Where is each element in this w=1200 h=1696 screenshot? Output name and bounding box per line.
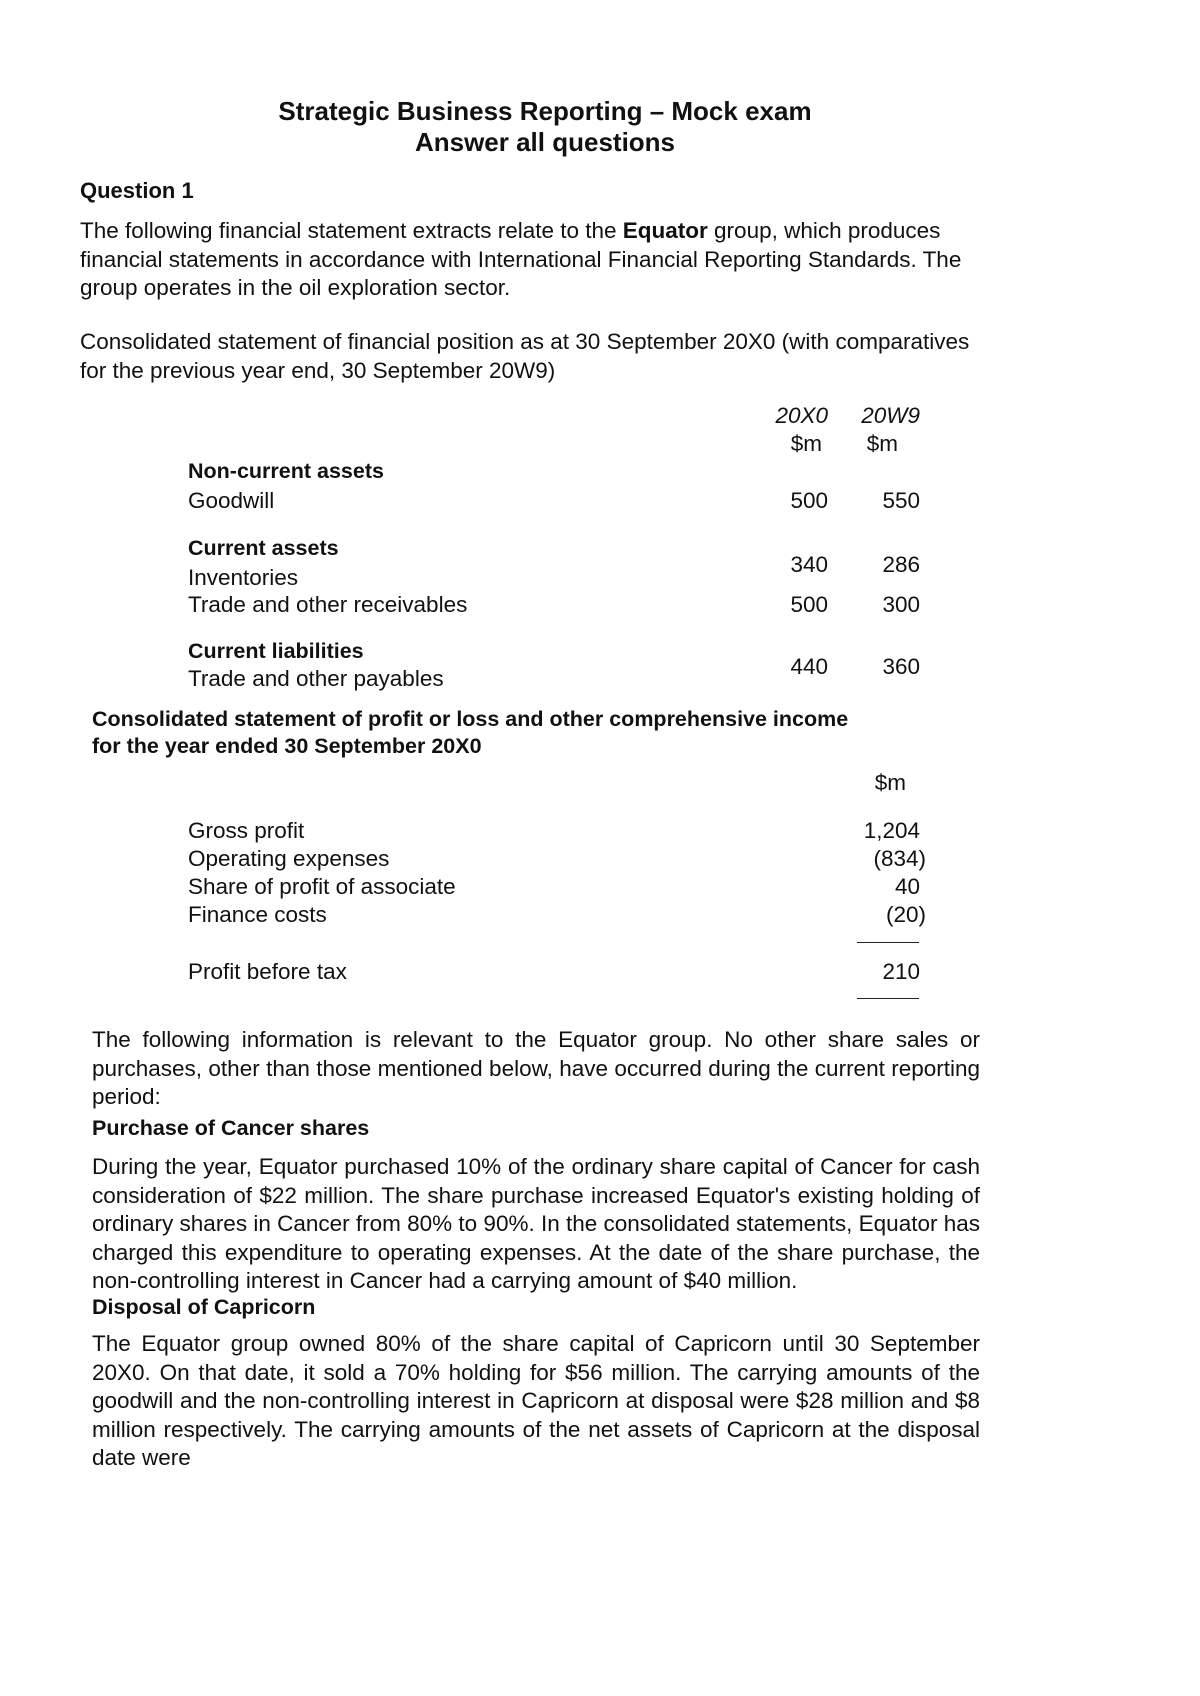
- sopl-row-value: 1,204: [863, 818, 920, 843]
- sopl-heading-line1: Consolidated statement of profit or loss and other comprehensive income: [92, 707, 849, 731]
- sopl-row-value: 40: [894, 874, 920, 899]
- sofp-col2-year: 20W9: [861, 403, 920, 428]
- capricorn-heading: Disposal of Capricorn: [92, 1295, 316, 1319]
- page-title: Strategic Business Reporting – Mock exam: [278, 96, 812, 126]
- sofp-col2-unit: $m: [866, 431, 898, 456]
- sopl-row-label: Gross profit: [188, 818, 305, 843]
- sofp-payables-20w9: 360: [882, 654, 920, 679]
- sofp-goodwill-20w9: 550: [882, 488, 920, 513]
- sofp-goodwill-20x0: 500: [790, 488, 828, 513]
- sopl-row-label: Finance costs: [188, 902, 327, 927]
- sopl-row-value: (834): [873, 846, 926, 871]
- sofp-caption: Consolidated statement of financial position as at 30 September 20X0 (with comparatives for the previous year end, 30 September 20W9): [80, 329, 970, 383]
- capricorn-paragraph: The Equator group owned 80% of the share capital of Capricorn until 30 September 20X0. On that date, it sold a 70% holding for $56 million. The carrying amounts of the goodwill and the non-controlling interest in Capricorn at disposal were $28 million and $8 million respectively. The carrying amounts of the net assets of Capricorn at the disposal date were: [92, 1331, 980, 1470]
- sopl-row-value: (20): [885, 902, 926, 927]
- sopl-row-label: Operating expenses: [188, 846, 390, 871]
- sofp-nca-heading: Non-current assets: [188, 459, 384, 483]
- cancer-heading: Purchase of Cancer shares: [92, 1116, 370, 1140]
- sofp-inventories-label: Inventories: [188, 565, 299, 590]
- question-heading: Question 1: [80, 178, 194, 203]
- sofp-inventories-20w9: 286: [882, 552, 920, 577]
- cancer-paragraph: During the year, Equator purchased 10% of the ordinary share capital of Cancer for cash consideration of $22 million. The share purchase increased Equator's existing holding of ordinary shares in Cancer from 80% to 90%. In the consolidated statements, Equator has charged this expenditure to operating expenses. At the date of the share purchase, the non-controlling interest in Cancer had a carrying amount of $40 million.: [92, 1154, 980, 1293]
- intro-company-name: Equator: [622, 218, 708, 243]
- sopl-row-label: Share of profit of associate: [188, 874, 456, 899]
- sofp-col1-unit: $m: [790, 431, 822, 456]
- sopl-unit: $m: [874, 770, 906, 795]
- sofp-payables-20x0: 440: [790, 654, 828, 679]
- sofp-cl-heading: Current liabilities: [188, 639, 364, 663]
- sopl-heading-line2: for the year ended 30 September 20X0: [92, 734, 482, 758]
- sofp-inventories-20x0: 340: [790, 552, 828, 577]
- sofp-receivables-20x0: 500: [790, 592, 828, 617]
- page-subtitle: Answer all questions: [414, 127, 676, 157]
- sofp-goodwill-label: Goodwill: [188, 488, 275, 513]
- sopl-total-value: 210: [882, 959, 920, 984]
- sopl-total-label: Profit before tax: [188, 959, 347, 984]
- sofp-col1-year: 20X0: [775, 403, 828, 428]
- intro-text-after: group, which produces financial statements in accordance with International Financial Reporting Standards. The group operates in the oil exploration sector.: [80, 218, 962, 300]
- sofp-receivables-20w9: 300: [882, 592, 920, 617]
- total-rule: [857, 998, 919, 999]
- subtotal-rule: [857, 942, 919, 943]
- info-paragraph: The following information is relevant to the Equator group. No other share sales or purchases, other than those mentioned below, have occurred during the current reporting period:: [92, 1027, 980, 1109]
- sofp-ca-heading: Current assets: [188, 536, 339, 560]
- intro-paragraph: [80, 217, 980, 303]
- intro-text-before: The following financial statement extracts relate to the: [80, 218, 623, 243]
- sofp-receivables-label: Trade and other receivables: [188, 592, 468, 617]
- sofp-payables-label: Trade and other payables: [188, 666, 444, 691]
